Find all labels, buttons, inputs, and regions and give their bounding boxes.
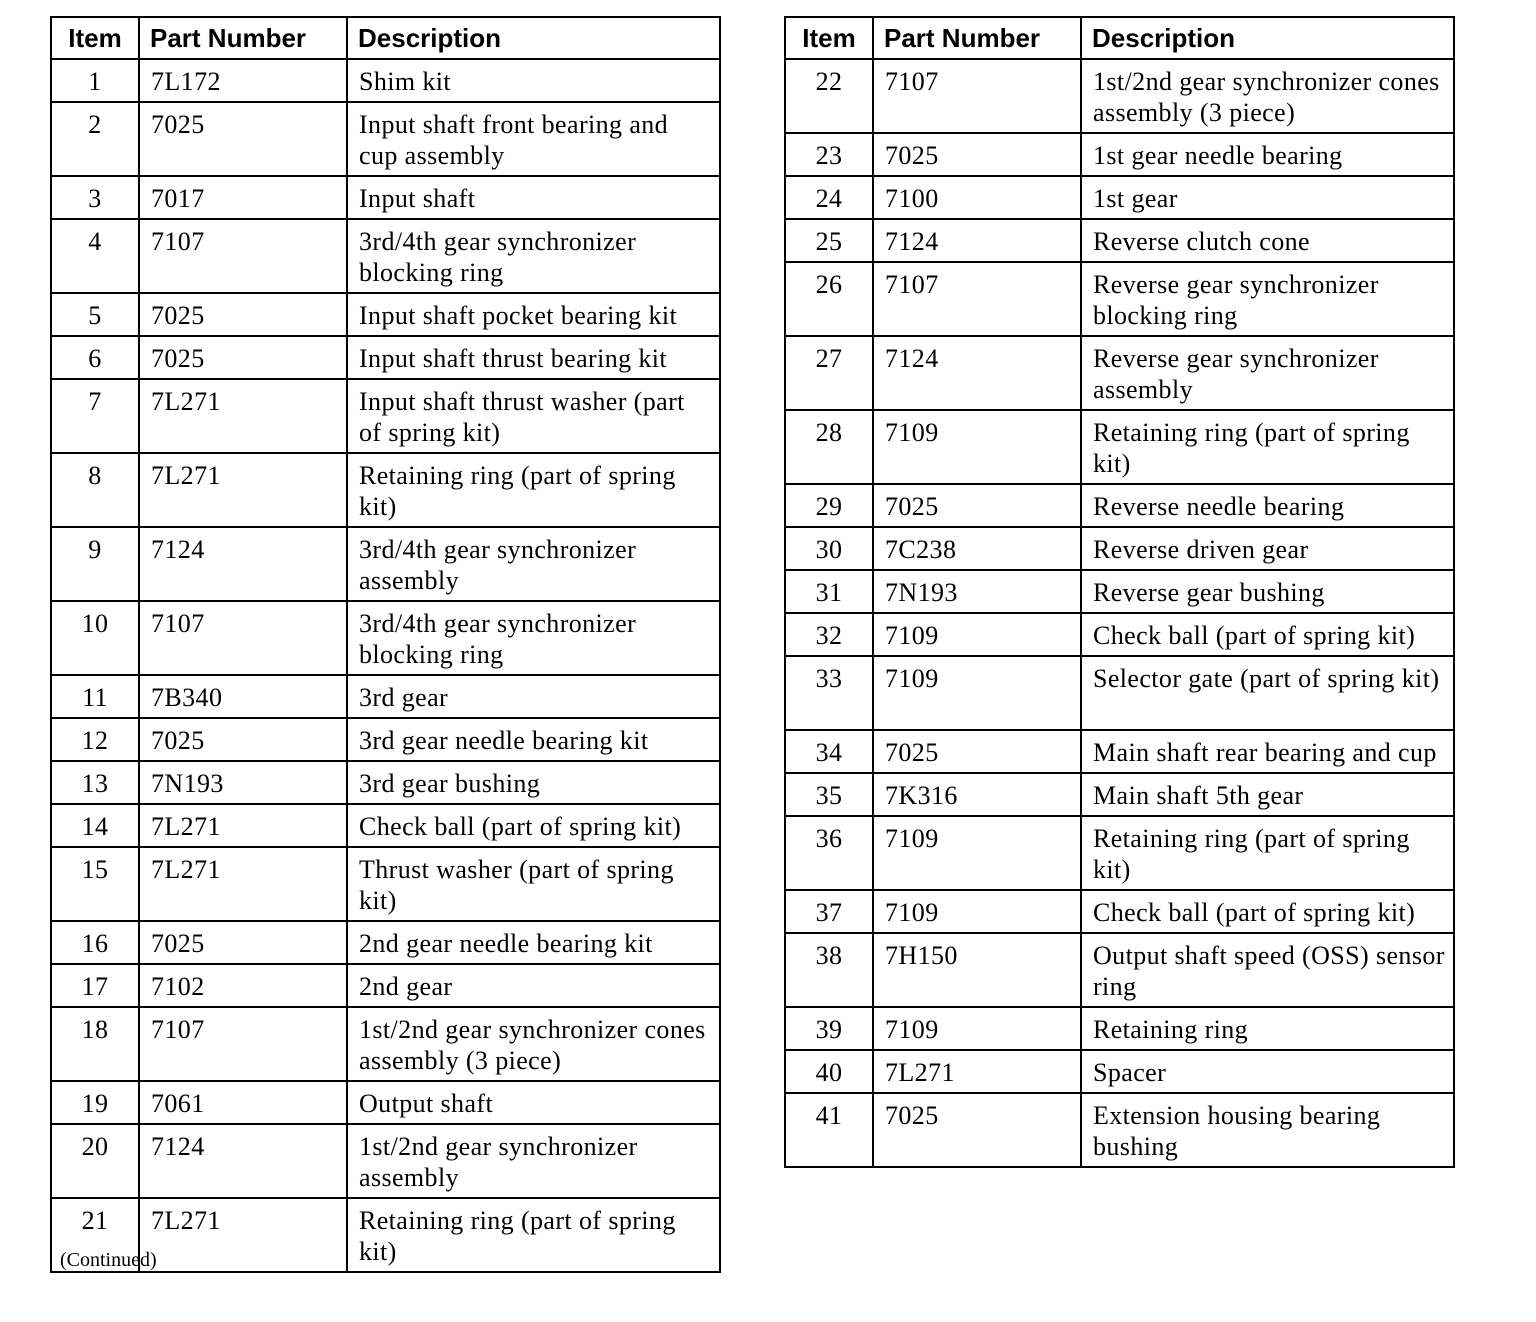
table-row [785, 816, 1454, 890]
item-header: Item [785, 17, 873, 59]
table-row [51, 527, 720, 601]
table-row [785, 570, 1454, 613]
item-cell: 36 [785, 816, 873, 890]
table-row [51, 964, 720, 1007]
table-row [785, 730, 1454, 773]
description-cell: Retaining ring (part of spring kit) [347, 453, 720, 527]
item-cell: 17 [51, 964, 139, 1007]
part-number-cell: 7K316 [873, 773, 1081, 816]
part-number-cell: 7061 [139, 1081, 347, 1124]
part-number-cell: 7C238 [873, 527, 1081, 570]
item-cell: 39 [785, 1007, 873, 1050]
description-cell: Reverse clutch cone [1081, 219, 1454, 262]
description-cell: 3rd gear [347, 675, 720, 718]
table-row [785, 1007, 1454, 1050]
table-row [51, 176, 720, 219]
item-cell: 20 [51, 1124, 139, 1198]
item-cell: 19 [51, 1081, 139, 1124]
table-row [51, 761, 720, 804]
part-number-cell: 7109 [873, 410, 1081, 484]
part-number-cell: 7124 [873, 336, 1081, 410]
description-cell: 2nd gear [347, 964, 720, 1007]
table-row [51, 601, 720, 675]
table-row [785, 262, 1454, 336]
table-row [51, 336, 720, 379]
part-number-cell: 7102 [139, 964, 347, 1007]
table-row [51, 1081, 720, 1124]
item-cell: 5 [51, 293, 139, 336]
table-row [785, 1093, 1454, 1167]
description-cell: 3rd/4th gear synchronizer assembly [347, 527, 720, 601]
part-number-cell: 7025 [139, 293, 347, 336]
item-cell: 27 [785, 336, 873, 410]
description-cell: 3rd gear needle bearing kit [347, 718, 720, 761]
part-number-cell: 7N193 [139, 761, 347, 804]
item-cell: 24 [785, 176, 873, 219]
item-cell: 7 [51, 379, 139, 453]
description-cell: Retaining ring (part of spring kit) [1081, 816, 1454, 890]
table-row [785, 176, 1454, 219]
item-cell: 35 [785, 773, 873, 816]
part-number-cell: 7B340 [139, 675, 347, 718]
item-cell: 8 [51, 453, 139, 527]
table-row [51, 804, 720, 847]
item-cell: 31 [785, 570, 873, 613]
table-row [51, 921, 720, 964]
part-number-cell: 7109 [873, 816, 1081, 890]
item-cell: 29 [785, 484, 873, 527]
part-number-cell: 7025 [873, 1093, 1081, 1167]
part-number-cell: 7017 [139, 176, 347, 219]
item-cell: 13 [51, 761, 139, 804]
item-cell: 16 [51, 921, 139, 964]
part-number-cell: 7L271 [139, 1198, 347, 1272]
item-cell: 10 [51, 601, 139, 675]
table-row [785, 59, 1454, 133]
part-number-cell: 7L172 [139, 59, 347, 102]
part-number-cell: 7109 [873, 656, 1081, 730]
item-cell: 4 [51, 219, 139, 293]
part-number-cell: 7109 [873, 613, 1081, 656]
item-cell: 1 [51, 59, 139, 102]
description-cell: Extension housing bearing bushing [1081, 1093, 1454, 1167]
item-cell: 9 [51, 527, 139, 601]
table-row [785, 219, 1454, 262]
part-number-cell: 7025 [873, 730, 1081, 773]
item-cell: 18 [51, 1007, 139, 1081]
table-row [785, 133, 1454, 176]
item-cell: 12 [51, 718, 139, 761]
item-cell: 38 [785, 933, 873, 1007]
table-row [51, 675, 720, 718]
item-cell: 26 [785, 262, 873, 336]
description-cell: 3rd/4th gear synchronizer blocking ring [347, 601, 720, 675]
description-cell: 3rd/4th gear synchronizer blocking ring [347, 219, 720, 293]
part-number-cell: 7025 [139, 102, 347, 176]
table-row [785, 336, 1454, 410]
part-number-cell: 7025 [139, 718, 347, 761]
table-row [785, 656, 1454, 730]
table-row [51, 1124, 720, 1198]
description-cell: 3rd gear bushing [347, 761, 720, 804]
description-header: Description [347, 17, 720, 59]
part-number-cell: 7H150 [873, 933, 1081, 1007]
description-cell: Input shaft pocket bearing kit [347, 293, 720, 336]
part-number-cell: 7124 [139, 1124, 347, 1198]
part-number-header: Part Number [139, 17, 347, 59]
item-cell: 23 [785, 133, 873, 176]
description-cell: Output shaft speed (OSS) sensor ring [1081, 933, 1454, 1007]
item-cell: 25 [785, 219, 873, 262]
table-row [51, 453, 720, 527]
description-cell: Input shaft thrust washer (part of spring kit) [347, 379, 720, 453]
description-cell: 1st/2nd gear synchronizer cones assembly (3 piece) [1081, 59, 1454, 133]
description-cell: Reverse gear bushing [1081, 570, 1454, 613]
description-cell: Retaining ring (part of spring kit) [1081, 410, 1454, 484]
part-number-header: Part Number [873, 17, 1081, 59]
part-number-cell: 7L271 [139, 379, 347, 453]
table-row [51, 293, 720, 336]
part-number-cell: 7107 [873, 262, 1081, 336]
description-cell: Retaining ring [1081, 1007, 1454, 1050]
item-cell: 37 [785, 890, 873, 933]
description-cell: Output shaft [347, 1081, 720, 1124]
item-cell: 21 [51, 1198, 139, 1272]
item-cell: 30 [785, 527, 873, 570]
item-cell: 3 [51, 176, 139, 219]
description-cell: Selector gate (part of spring kit) [1081, 656, 1454, 730]
description-cell: 1st/2nd gear synchronizer assembly [347, 1124, 720, 1198]
part-number-cell: 7109 [873, 1007, 1081, 1050]
description-cell: Thrust washer (part of spring kit) [347, 847, 720, 921]
table-row [785, 773, 1454, 816]
part-number-cell: 7109 [873, 890, 1081, 933]
part-number-cell: 7025 [873, 484, 1081, 527]
part-number-cell: 7107 [873, 59, 1081, 133]
part-number-cell: 7100 [873, 176, 1081, 219]
description-cell: Reverse gear synchronizer blocking ring [1081, 262, 1454, 336]
item-header: Item [51, 17, 139, 59]
description-cell: Spacer [1081, 1050, 1454, 1093]
description-cell: Check ball (part of spring kit) [1081, 613, 1454, 656]
table-row [51, 102, 720, 176]
table-row [785, 933, 1454, 1007]
table-row [51, 379, 720, 453]
part-number-cell: 7107 [139, 1007, 347, 1081]
item-cell: 6 [51, 336, 139, 379]
table-row [51, 1007, 720, 1081]
part-number-cell: 7025 [873, 133, 1081, 176]
part-number-cell: 7N193 [873, 570, 1081, 613]
table-row [785, 1050, 1454, 1093]
description-cell: 2nd gear needle bearing kit [347, 921, 720, 964]
description-cell: Check ball (part of spring kit) [347, 804, 720, 847]
item-cell: 14 [51, 804, 139, 847]
description-cell: Reverse gear synchronizer assembly [1081, 336, 1454, 410]
parts-table-right [784, 16, 1455, 1168]
table-row [785, 410, 1454, 484]
table-row [785, 613, 1454, 656]
header-row [785, 17, 1454, 59]
header-row [51, 17, 720, 59]
item-cell: 2 [51, 102, 139, 176]
continued-note: (Continued) [60, 1249, 157, 1271]
item-cell: 28 [785, 410, 873, 484]
part-number-cell: 7124 [873, 219, 1081, 262]
item-cell: 40 [785, 1050, 873, 1093]
description-cell: Main shaft rear bearing and cup [1081, 730, 1454, 773]
description-cell: Input shaft front bearing and cup assembly [347, 102, 720, 176]
item-cell: 11 [51, 675, 139, 718]
item-cell: 22 [785, 59, 873, 133]
parts-table-left [50, 16, 721, 1273]
part-number-cell: 7L271 [873, 1050, 1081, 1093]
item-cell: 15 [51, 847, 139, 921]
description-cell: Input shaft thrust bearing kit [347, 336, 720, 379]
table-row [785, 527, 1454, 570]
item-cell: 33 [785, 656, 873, 730]
description-cell: Retaining ring (part of spring kit) [347, 1198, 720, 1272]
part-number-cell: 7025 [139, 336, 347, 379]
description-cell: Input shaft [347, 176, 720, 219]
description-cell: 1st gear needle bearing [1081, 133, 1454, 176]
table-row [785, 484, 1454, 527]
part-number-cell: 7L271 [139, 453, 347, 527]
description-cell: Main shaft 5th gear [1081, 773, 1454, 816]
item-cell: 41 [785, 1093, 873, 1167]
part-number-cell: 7025 [139, 921, 347, 964]
part-number-cell: 7107 [139, 601, 347, 675]
description-cell: 1st/2nd gear synchronizer cones assembly (3 piece) [347, 1007, 720, 1081]
description-cell: Reverse needle bearing [1081, 484, 1454, 527]
item-cell: 32 [785, 613, 873, 656]
part-number-cell: 7107 [139, 219, 347, 293]
description-cell: Reverse driven gear [1081, 527, 1454, 570]
table-row [51, 718, 720, 761]
description-cell: Check ball (part of spring kit) [1081, 890, 1454, 933]
description-header: Description [1081, 17, 1454, 59]
description-cell: Shim kit [347, 59, 720, 102]
table-row [51, 219, 720, 293]
part-number-cell: 7124 [139, 527, 347, 601]
table-row [785, 890, 1454, 933]
part-number-cell: 7L271 [139, 847, 347, 921]
part-number-cell: 7L271 [139, 804, 347, 847]
item-cell: 34 [785, 730, 873, 773]
table-row [51, 847, 720, 921]
description-cell: 1st gear [1081, 176, 1454, 219]
table-row [51, 59, 720, 102]
